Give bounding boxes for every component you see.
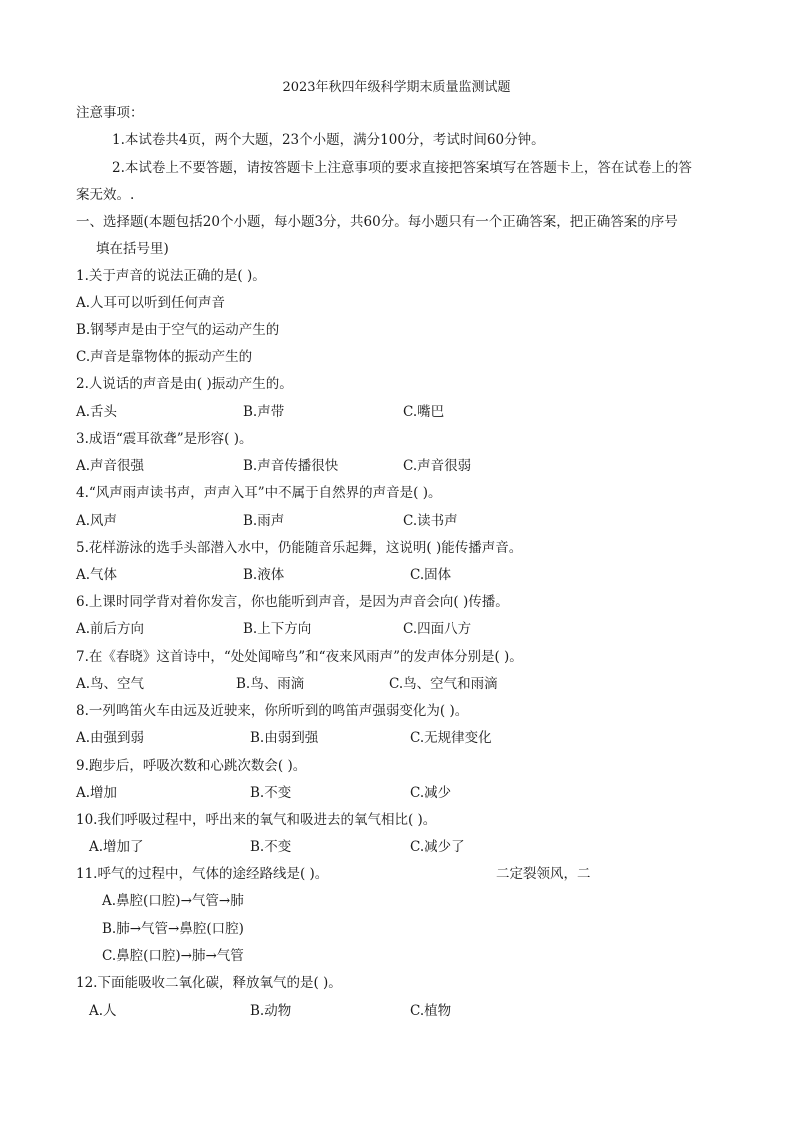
question-6-option-c: C.四面八方: [403, 621, 472, 637]
question-2-option-b: B.声带: [243, 404, 285, 420]
question-2-stem: 2.人说话的声音是由( )振动产生的。: [76, 376, 293, 392]
question-10-stem: 10.我们呼吸过程中，呼出来的氧气和吸进去的氧气相比( )。: [76, 812, 437, 828]
question-10-option-a: A.增加了: [89, 839, 144, 855]
question-1-stem: 1.关于声音的说法正确的是( )。: [76, 268, 266, 284]
question-9-option-a: A.增加: [76, 785, 118, 801]
question-10-option-b: B.不变: [250, 839, 292, 855]
question-9-option-b: B.不变: [250, 785, 292, 801]
question-4-option-a: A.风声: [76, 513, 118, 529]
question-8-option-a: A.由强到弱: [76, 730, 145, 746]
question-3-stem: 3.成语“震耳欲聋”是形容( )。: [76, 431, 253, 447]
question-11-option-b: B.肺→气管→鼻腔(口腔): [102, 921, 244, 937]
question-4-stem: 4.“风声雨声读书声，声声入耳”中不属于自然界的声音是( )。: [76, 485, 442, 501]
question-5-option-a: A.气体: [76, 567, 118, 583]
question-8-option-c: C.无规律变化: [410, 730, 492, 746]
question-5-option-b: B.液体: [243, 567, 285, 583]
question-7-stem: 7.在《春晓》这首诗中，“处处闻啼鸟”和“夜来风雨声”的发声体分别是( )。: [76, 649, 523, 665]
question-12-option-a: A.人: [89, 1003, 117, 1019]
question-11-option-a: A.鼻腔(口腔)→气管→肺: [102, 893, 244, 909]
question-6-stem: 6.上课时同学背对着你发言，你也能听到声音，是因为声音会向( )传播。: [76, 594, 509, 610]
question-7-option-c: C.鸟、空气和雨滴: [389, 676, 498, 692]
question-11-stem: 11.呼气的过程中，气体的途经路线是( )。: [76, 866, 329, 882]
question-12-option-b: B.动物: [250, 1003, 292, 1019]
question-12-option-c: C.植物: [410, 1003, 452, 1019]
question-1-option-a: A.人耳可以听到任何声音: [76, 295, 226, 311]
question-1-option-c: C.声音是靠物体的振动产生的: [76, 349, 253, 365]
question-9-option-c: C.减少: [410, 785, 452, 801]
question-12-stem: 12.下面能吸收二氧化碳，释放氧气的是( )。: [76, 975, 342, 991]
question-1-option-b: B.钢琴声是由于空气的运动产生的: [76, 322, 280, 338]
question-3-option-b: B.声音传播很快: [243, 458, 339, 474]
question-8-stem: 8.一列鸣笛火车由远及近驶来，你所听到的鸣笛声强弱变化为( )。: [76, 703, 469, 719]
notice-item-1: 1.本试卷共4页，两个大题，23个小题，满分100分，考试时间60分钟。: [112, 132, 545, 148]
question-7-option-a: A.鸟、空气: [76, 676, 145, 692]
question-11-option-c: C.鼻腔(口腔)→肺→气管: [102, 948, 244, 964]
question-2-option-a: A.舌头: [76, 404, 118, 420]
question-10-option-c: C.减少了: [410, 839, 465, 855]
notice-item-2-line-1: 2.本试卷上不要答题，请按答题卡上注意事项的要求直接把答案填写在答题卡上，答在试卷上的答: [112, 160, 692, 176]
question-3-option-c: C.声音很弱: [403, 458, 472, 474]
section-1-heading-line-1: 一、选择题(本题包括20个小题，每小题3分，共60分。每小题只有一个正确答案，把正确答案的序号: [76, 214, 678, 230]
question-9-stem: 9.跑步后，呼吸次数和心跳次数会( )。: [76, 758, 307, 774]
section-1-heading-line-2: 填在括号里): [96, 241, 169, 257]
question-7-option-b: B.鸟、雨滴: [236, 676, 305, 692]
notice-heading: 注意事项：: [76, 105, 144, 121]
stray-text: 二定裂领风，二: [496, 866, 591, 882]
question-4-option-c: C.读书声: [403, 513, 458, 529]
exam-title: 2023年秋四年级科学期末质量监测试题: [282, 80, 511, 95]
question-5-option-c: C.固体: [410, 567, 452, 583]
notice-item-2-line-2: 案无效。.: [76, 187, 135, 203]
question-8-option-b: B.由弱到强: [250, 730, 319, 746]
question-4-option-b: B.雨声: [243, 513, 285, 529]
question-5-stem: 5.花样游泳的选手头部潜入水中，仍能随音乐起舞，这说明( )能传播声音。: [76, 540, 523, 556]
question-2-option-c: C.嘴巴: [403, 404, 445, 420]
question-3-option-a: A.声音很强: [76, 458, 145, 474]
question-6-option-a: A.前后方向: [76, 621, 145, 637]
question-6-option-b: B.上下方向: [243, 621, 312, 637]
